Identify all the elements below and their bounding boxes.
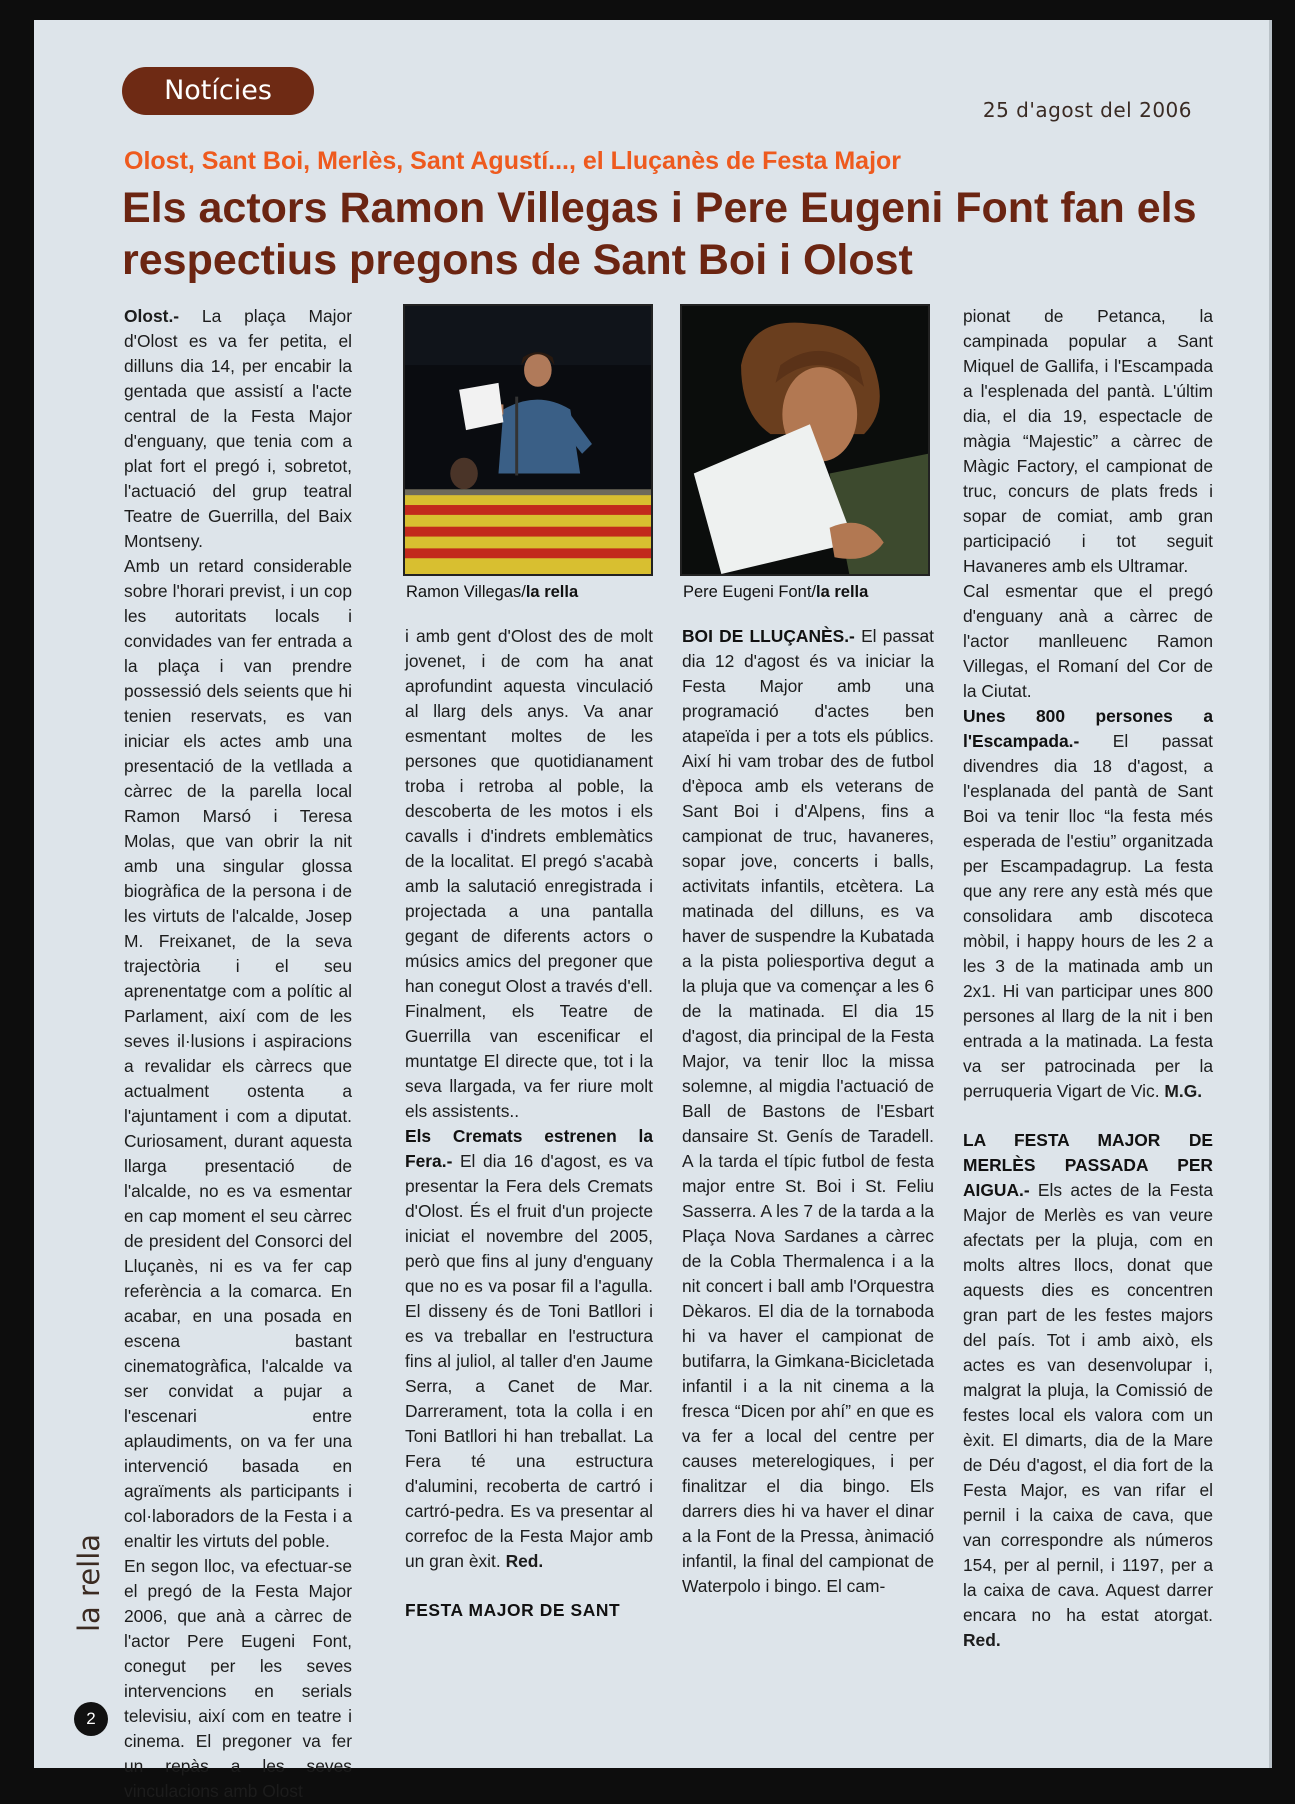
- signature: M.G.: [1164, 1081, 1203, 1101]
- paragraph: Finalment, els Teatre de Guerrilla van escenificar el muntatge El directe que, tot i la seva llargada, va fer riure molt els assistents..: [405, 1001, 653, 1121]
- paragraph: Unes 800 persones a l'Escampada.- El passat divendres dia 18 d'agost, a l'esplanada del pantà de Sant Boi va tenir lloc “la festa més esperada de l'estiu” organitzada per Escampadagrup. La festa que any rere any està més que consolidara amb discoteca mòbil, i happy hours de les 2 a les 3 de la matinada amb un 2x1. Hi van participar unes 800 persones al llarg de la nit i ben entrada a la matinada. La festa va ser patrocinada per la perruqueria Vigart de Vic. M.G.: [963, 706, 1213, 1101]
- section-label: Notícies: [122, 67, 314, 115]
- article-column-3: [682, 624, 934, 1599]
- photo-ramon-villegas: [403, 304, 653, 576]
- paragraph: En segon lloc, va efectuar-se el pregó de la Festa Major 2006, que anà a càrrec de l'actor Pere Eugeni Font, conegut per les seves intervencions en serials televisiu, així com en teatre i cinema. El pregoner va fer un repàs a les seves vinculacions amb Olost: [124, 1556, 352, 1801]
- paragraph: LA FESTA MAJOR DE MERLÈS PASSADA PER AIGUA.- Els actes de la Festa Major de Merlès es van veure afectats per la pluja, com en molts altres llocs, donat que aquests dies es concentren gran part de les festes majors del país. Tot i amb això, els actes es van desenvolupar i, malgrat la pluja, la Comissió de festes local els valora com un èxit. El dimarts, dia de la Mare de Déu d'agost, el dia fort de la Festa Major, es van rifar el pernil i la caixa de cava, que van correspondre als números 154, per al pernil, i 1197, per a la caixa de cava. Aquest darrer encara no ha estat atorgat. Red.: [963, 1130, 1213, 1650]
- subheading: LA FESTA MAJOR DE MERLÈS PASSADA PER AIGUA.-: [963, 1130, 1213, 1200]
- paragraph: pionat de Petanca, la campinada popular a Sant Miquel de Gallifa, i l'Escampada a l'esplenada del pantà. L'últim dia, el dia 19, espectacle de màgia “Majestic” a càrrec de Màgic Factory, el campionat de truc, concurs de plats freds i sopar de comiat, amb gran participació i tot seguit Havaneres amb els Ultramar.: [963, 306, 1213, 576]
- paragraph: Amb un retard considerable sobre l'horari previst, i un cop les autoritats locals i convidades van fer entrada a la plaça i van prendre possessió dels seients que hi tenien reservats, es van iniciar els actes amb una presentació de la vetllada a càrrec de la parella local Ramon Marsó i Teresa Molas, que van obrir la nit amb una singular glossa biogràfica de la persona i de les virtuts de l'alcalde, Josep M. Freixanet, de la seva trajectòria i el seu aprenentatge com a polític al Parlament, així com de les seves il·lusions i aspiracions a revalidar els càrrecs que actualment ostenta a l'ajuntament i com a diputat. Curiosament, durant aquesta llarga presentació de l'alcalde, no es va esmentar en cap moment el seu càrrec de president del Consorci del Lluçanès, ni es va fer cap referència a la comarca. En acabar, en una posada en escena bastant cinematogràfica, l'alcalde va ser convidat a pujar a l'escenari entre aplaudiments, on va fer una intervenció basada en agraïments als participants i col·laboradors de la Festa i a enaltir les virtuts del poble.: [124, 556, 352, 1551]
- subheading: Els Cremats estrenen la Fera.-: [405, 1126, 653, 1171]
- paragraph: i amb gent d'Olost des de molt jovenet, i de com ha anat aprofundint aquesta vinculació al llarg dels anys. Va anar esmentant moltes de les persones que quotidianament troba i retroba al poble, la descoberta de les motos i els cavalls i d'indrets emblemàtics de la localitat. El pregó s'acabà amb la salutació enregistrada i projectada a una pantalla gegant de diferents actors o músics amics del pregoner que han conegut Olost a través d'ell.: [405, 626, 653, 996]
- photo-caption: Pere Eugeni Font/la rella: [683, 583, 869, 601]
- article-column-2: [405, 624, 653, 1623]
- paragraph: Cal esmentar que el pregó d'enguany anà a càrrec de l'actor manlleuenc Ramon Villegas, el Romaní del Cor de la Ciutat.: [963, 581, 1213, 701]
- paragraph: BOI DE LLUÇANÈS.- El passat dia 12 d'agost és va iniciar la Festa Major amb una programació d'actes ben atapeïda i per a tots els públics. Així hi vam trobar des de futbol d'època amb els veterans de Sant Boi i d'Alpens, fins a campionat de truc, havaneres, sopar jove, concerts i balls, activitats infantils, etcètera. La matinada del dilluns, es va haver de suspendre la Kubatada a la pista poliesportiva degut a la pluja que va començar a les 6 de la matinada. El dia 15 d'agost, dia principal de la Festa Major, va tenir lloc la missa solemne, al migdia l'actuació de Ball de Bastons de l'Esbart dansaire St. Genís de Taradell. A la tarda el típic futbol de festa major entre St. Boi i St. Feliu Sasserra. A les 7 de la tarda a la Plaça Nova Sardanes a càrrec de la Cobla Thermalenca i a la nit concert i ball amb l'Orquestra Dèkaros. El dia de la tornaboda hi va haver el campionat de butifarra, la Gimkana-Bicicletada infantil i a la nit cinema a la fresca “Dicen por ahí” en que es va fer a local del centre per causes meterelogiques, i per finalitzar el dia bingo. Els darrers dies hi va haver el dinar a la Font de la Pressa, ànimació infantil, la final del campionat de Waterpolo i bingo. El cam-: [682, 626, 934, 1596]
- photo-pere-eugeni-font: [680, 304, 930, 576]
- main-headline: Els actors Ramon Villegas i Pere Eugeni Font fan els respectius pregons de Sant Boi i Olost: [122, 184, 1197, 284]
- paragraph: Els Cremats estrenen la Fera.- El dia 16 d'agost, es va presentar la Fera dels Cremats d'Olost. És el fruit d'un projecte iniciat el novembre del 2005, però que fins al juny d'enguany que no es va posar fil a l'agulla. El disseny és de Toni Batllori i es va treballar en l'estructura fins al juliol, al taller d'en Jaume Serra, a Canet de Mar. Darrerament, tota la colla i en Toni Batllori hi han treballat. La Fera té una estructura d'alumini, recoberta de cartró i cartró-pedra. Es va presentar al correfoc de la Festa Major amb un gran èxit. Red.: [405, 1126, 653, 1571]
- kicker-headline: Olost, Sant Boi, Merlès, Sant Agustí..., el Lluçanès de Festa Major: [124, 147, 902, 175]
- photo-speaker-reading: [682, 306, 928, 574]
- paragraph: Olost.- La plaça Major d'Olost es va fer petita, el dilluns dia 14, per encabir la gentada que assistí a l'acte central de la Festa Major d'enguany, que tenia com a plat fort el pregó i, sobretot, l'actuació del grup teatral Teatre de Guerrilla, del Baix Montseny.: [124, 306, 352, 551]
- subheading: Unes 800 persones a l'Escampada.-: [963, 706, 1213, 751]
- subheading: BOI DE LLUÇANÈS.-: [682, 626, 855, 646]
- newspaper-page: [34, 20, 1272, 1801]
- signature: Red.: [505, 1551, 544, 1571]
- subheading: FESTA MAJOR DE SANT: [405, 1600, 621, 1620]
- page-number: 2: [74, 1702, 108, 1736]
- publication-name: la rella: [72, 1533, 106, 1632]
- signature: Red.: [963, 1630, 1001, 1650]
- dateline: Olost.-: [124, 306, 180, 326]
- article-column-1: [124, 304, 352, 1804]
- article-column-4: [963, 304, 1213, 1653]
- photo-speaker-balcony: [405, 306, 651, 574]
- photo-caption: Ramon Villegas/la rella: [406, 583, 579, 601]
- issue-date: 25 d'agost del 2006: [982, 98, 1192, 122]
